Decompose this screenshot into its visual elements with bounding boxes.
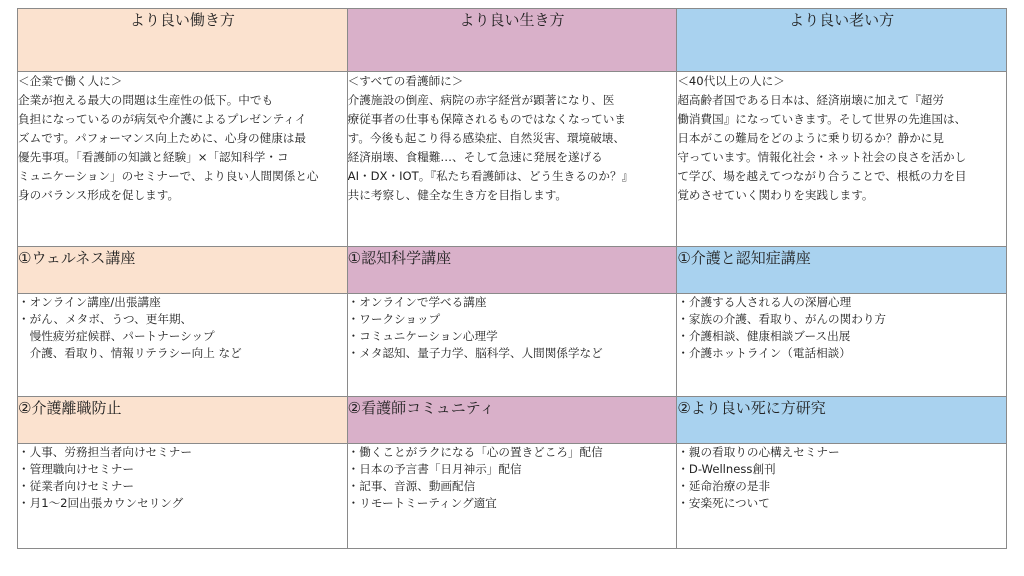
intro-line: 日本がこの難局をどのように乗り切るか？静かに見: [677, 131, 944, 145]
list-item: ・リモートミーティング適宜: [347, 496, 497, 510]
intro-line: 療従事者の仕事も保障されるものではなくなっていま: [347, 112, 626, 126]
list-item: ・オンライン講座/出張講座: [18, 295, 161, 309]
intro-line: 身のバランス形成を促します。: [18, 188, 180, 202]
intro-line: 超高齢者国である日本は、経済崩壊に加えて『超労: [677, 93, 944, 107]
column-header-life: より良い生き方: [347, 9, 677, 72]
intro-work: [18, 72, 348, 247]
section-list-nurse-community: [347, 444, 677, 549]
list-item: ・介護ホットライン（電話相談）: [677, 346, 851, 360]
section-list-care-dementia: [677, 294, 1007, 397]
column-header-work: より良い働き方: [18, 9, 348, 72]
intro-life: [347, 72, 677, 247]
section-list-cognitive: [347, 294, 677, 397]
list-item: ・ワークショップ: [347, 312, 441, 326]
intro-target: ＜すべての看護師に＞: [347, 74, 464, 88]
section-list-care-turnover: [18, 444, 348, 549]
intro-line: 覚めさせていく関わりを実践します。: [677, 188, 874, 202]
service-table: [17, 8, 1007, 549]
section-title-nurse-community: ②看護師コミュニティ: [347, 397, 677, 444]
intro-line: て学び、場を越えてつながり合うことで、根柢の力を目: [677, 169, 967, 183]
section-list-better-death: [677, 444, 1007, 549]
list-item: ・D-Wellness創刊: [677, 462, 776, 476]
intro-line: 共に考察し、健全な生き方を目指します。: [347, 188, 568, 202]
section-title-care-turnover: ②介護離職防止: [18, 397, 348, 444]
list-item: ・安楽死について: [677, 496, 770, 510]
intro-line: 負担になっているのが病気や介護によるプレゼンティイ: [18, 112, 307, 126]
list-item: 慢性疲労症候群、パートナーシップ: [18, 329, 215, 343]
section-title-care-dementia: ①介護と認知症講座: [677, 247, 1007, 294]
list-item: ・オンラインで学べる講座: [347, 295, 487, 309]
list-item: ・親の看取りの心構えセミナー: [677, 445, 840, 459]
list-item: ・人事、労務担当者向けセミナー: [18, 445, 192, 459]
intro-line: 働消費国』になっていきます。そして世界の先進国は、: [677, 112, 967, 126]
intro-line: 守っています。情報化社会・ネット社会の良さを活かし: [677, 150, 967, 164]
section-title-better-death: ②より良い死に方研究: [677, 397, 1007, 444]
list-item: ・がん、メタボ、うつ、更年期、: [18, 312, 193, 326]
list-item: ・記事、音源、動画配信: [347, 479, 476, 493]
intro-line: 企業が抱える最大の問題は生産性の低下。中でも: [18, 93, 274, 107]
intro-line: 優先事項。「看護師の知識と経験」×「認知科学・コ: [18, 150, 289, 164]
intro-line: 経済崩壊、食糧難…、そして急速に発展を遂げる: [347, 150, 603, 164]
intro-target: ＜40代以上の人に＞: [677, 74, 785, 88]
intro-line: ズムです。パフォーマンス向上ために、心身の健康は最: [18, 131, 306, 145]
list-item: ・介護する人される人の深層心理: [677, 295, 852, 309]
list-item: ・メタ認知、量子力学、脳科学、人間関係学など: [347, 346, 603, 360]
list-item: 介護、看取り、情報リテラシー向上 など: [18, 346, 242, 360]
section-title-cognitive: ①認知科学講座: [347, 247, 677, 294]
list-item: ・働くことがラクになる「心の置きどころ」配信: [347, 445, 603, 459]
column-header-aging: より良い老い方: [677, 9, 1007, 72]
list-item: ・月1～2回出張カウンセリング: [18, 496, 184, 510]
list-item: ・介護相談、健康相談ブース出展: [677, 329, 851, 343]
list-item: ・延命治療の是非: [677, 479, 771, 493]
section-title-wellness: ①ウェルネス講座: [18, 247, 348, 294]
list-item: ・コミュニケーション心理学: [347, 329, 498, 343]
list-item: ・従業者向けセミナー: [18, 479, 134, 493]
intro-aging: [677, 72, 1007, 247]
intro-line: 介護施設の倒産、病院の赤字経営が顕著になり、医: [347, 93, 615, 107]
intro-line: AI・DX・IOT。『私たち看護師は、どう生きるのか？』: [347, 169, 634, 183]
intro-line: す。今後も起こり得る感染症、自然災害、環境破壊、: [347, 131, 625, 145]
section-list-wellness: [18, 294, 348, 397]
intro-target: ＜企業で働く人に＞: [18, 74, 123, 88]
list-item: ・管理職向けセミナー: [18, 462, 134, 476]
intro-line: ミュニケーション」のセミナーで、より良い人間関係と心: [18, 169, 319, 183]
list-item: ・家族の介護、看取り、がんの関わり方: [677, 312, 887, 326]
list-item: ・日本の予言書「日月神示」配信: [347, 462, 522, 476]
